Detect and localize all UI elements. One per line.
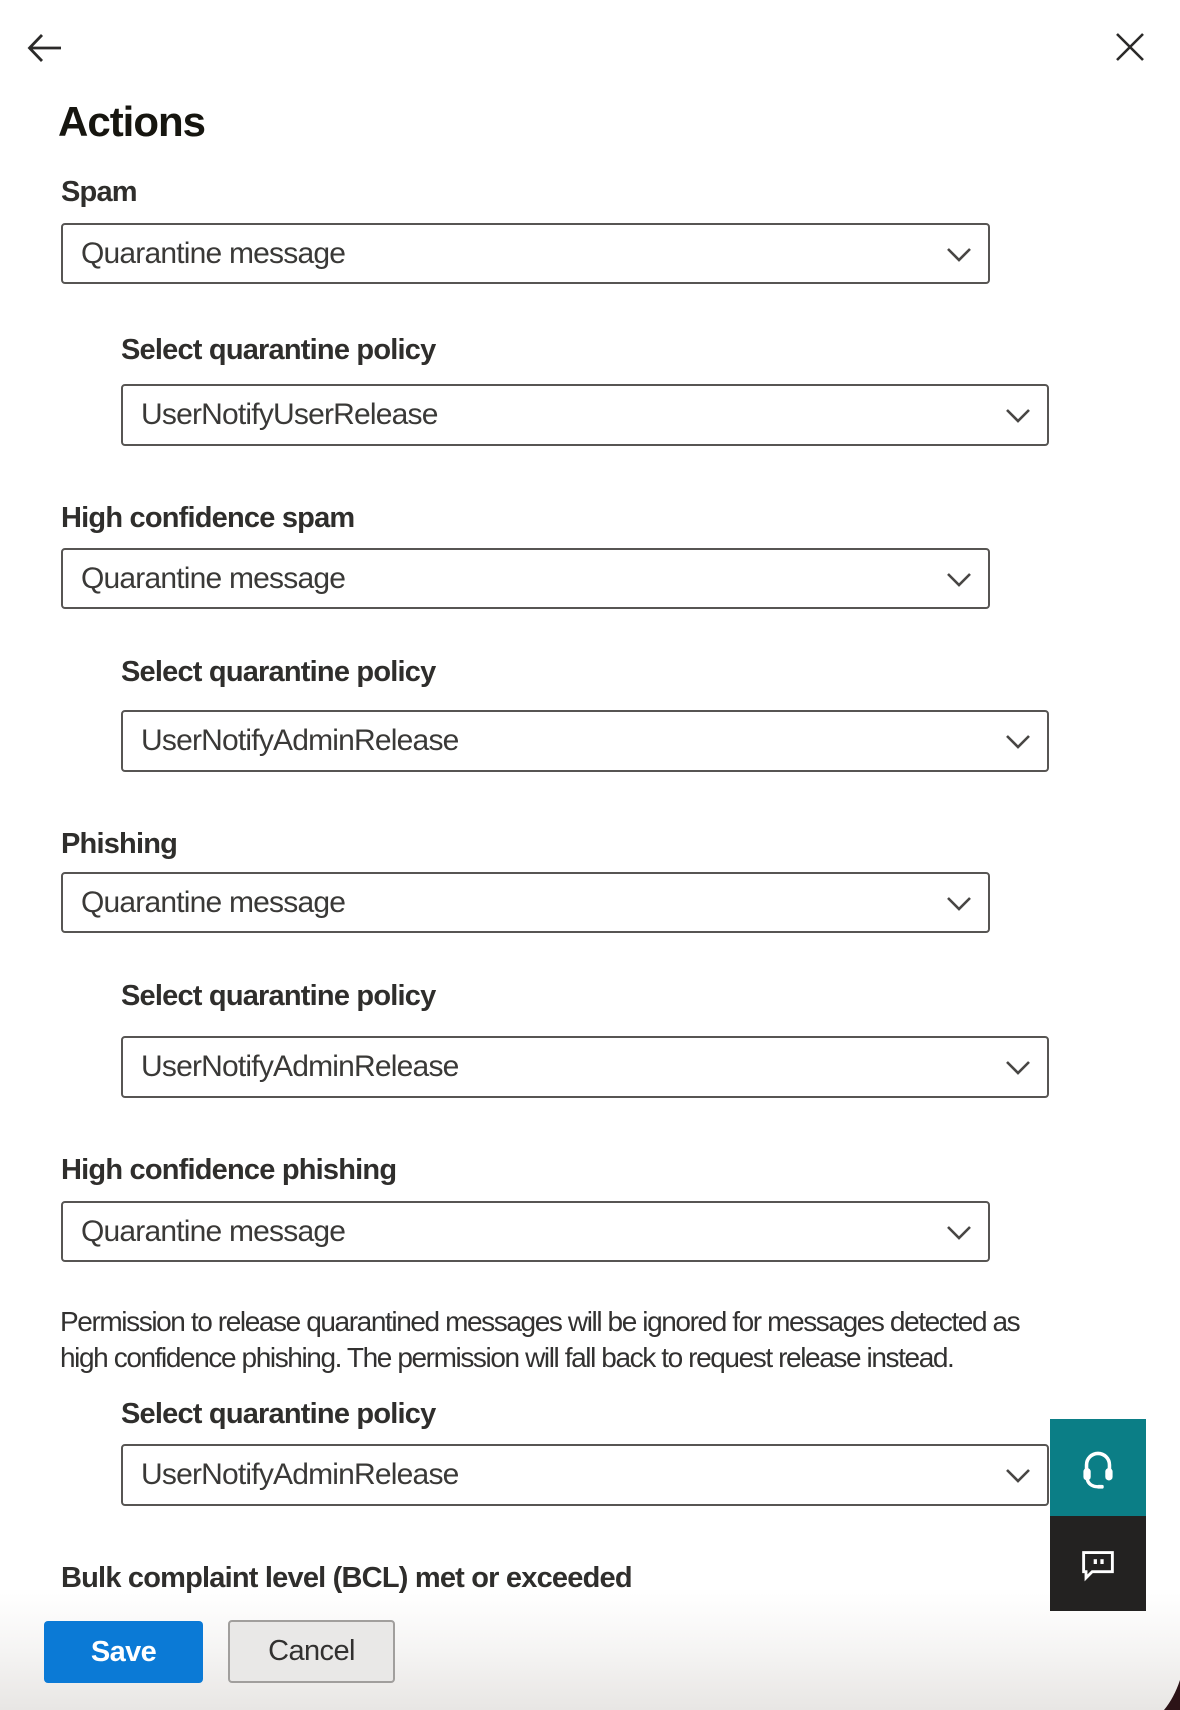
cursor-fragment — [1154, 1680, 1180, 1710]
spam-action-value: Quarantine message — [81, 236, 346, 270]
hcs-quarantine-policy-label: Select quarantine policy — [121, 656, 436, 688]
close-button[interactable] — [1113, 31, 1147, 63]
back-button[interactable] — [26, 31, 64, 65]
page-title: Actions — [58, 98, 206, 145]
spam-action-dropdown[interactable] — [61, 223, 990, 284]
spam-quarantine-policy-label: Select quarantine policy — [121, 334, 436, 366]
phishing-quarantine-policy-dropdown[interactable] — [121, 1036, 1049, 1098]
chevron-down-icon — [1005, 1468, 1031, 1483]
chevron-down-icon — [946, 247, 972, 262]
high-confidence-phishing-action-value: Quarantine message — [81, 1214, 346, 1248]
hcp-quarantine-policy-value: UserNotifyAdminRelease — [141, 1458, 459, 1491]
chevron-down-icon — [946, 572, 972, 587]
headset-icon — [1073, 1443, 1123, 1493]
phishing-label: Phishing — [61, 828, 178, 860]
bulk-complaint-level-label-clipped — [61, 1557, 1001, 1593]
chevron-down-icon — [946, 1225, 972, 1240]
phishing-action-dropdown[interactable] — [61, 872, 990, 933]
spam-quarantine-policy-dropdown[interactable] — [121, 384, 1049, 446]
phishing-action-value: Quarantine message — [81, 885, 346, 919]
spam-quarantine-policy-value: UserNotifyUserRelease — [141, 398, 438, 431]
phishing-quarantine-policy-value: UserNotifyAdminRelease — [141, 1050, 459, 1083]
hcp-quarantine-policy-dropdown[interactable] — [121, 1444, 1049, 1506]
hcp-permission-note-line2: high confidence phishing. The permission will fall back to request release instead. — [60, 1342, 954, 1373]
feedback-button[interactable] — [1050, 1516, 1146, 1611]
close-icon — [1113, 31, 1147, 63]
cancel-button[interactable]: Cancel — [228, 1620, 395, 1683]
hcp-permission-note-line1: Permission to release quarantined messages will be ignored for messages detected as — [60, 1306, 1020, 1337]
high-confidence-phishing-action-dropdown[interactable] — [61, 1201, 990, 1262]
chevron-down-icon — [1005, 408, 1031, 423]
high-confidence-spam-action-value: Quarantine message — [81, 561, 346, 595]
save-button[interactable]: Save — [44, 1621, 203, 1683]
bulk-complaint-level-label: Bulk complaint level (BCL) met or exceeded — [61, 1562, 632, 1593]
hcs-quarantine-policy-dropdown[interactable] — [121, 710, 1049, 772]
spam-label: Spam — [61, 176, 137, 208]
support-button[interactable] — [1050, 1419, 1146, 1516]
chat-bubble-icon — [1075, 1541, 1121, 1587]
phishing-quarantine-policy-label: Select quarantine policy — [121, 980, 436, 1012]
chevron-down-icon — [1005, 1060, 1031, 1075]
arrow-left-icon — [26, 31, 64, 65]
chevron-down-icon — [1005, 734, 1031, 749]
high-confidence-spam-action-dropdown[interactable] — [61, 548, 990, 609]
hcs-quarantine-policy-value: UserNotifyAdminRelease — [141, 724, 459, 757]
high-confidence-phishing-label: High confidence phishing — [61, 1154, 397, 1186]
high-confidence-spam-label: High confidence spam — [61, 502, 355, 534]
chevron-down-icon — [946, 896, 972, 911]
hcp-quarantine-policy-label: Select quarantine policy — [121, 1398, 436, 1430]
